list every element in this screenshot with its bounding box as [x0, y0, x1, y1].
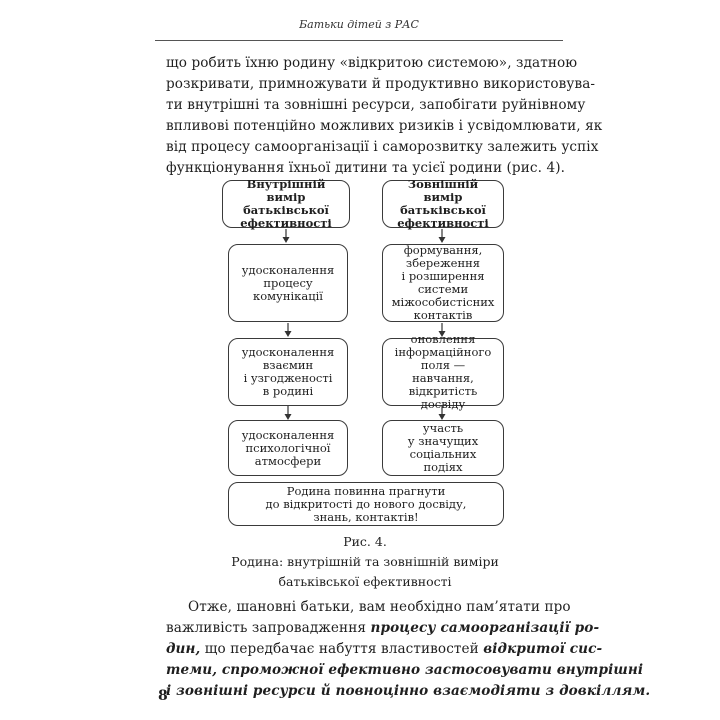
box-line: соціальних: [409, 447, 477, 461]
box-line: інформаційного: [394, 345, 492, 359]
box-line: удосконалення: [241, 345, 335, 359]
box-line: відкритість: [408, 384, 478, 398]
arrow-down-icon: [437, 406, 447, 420]
emphasis-text: відкритої сис-: [483, 641, 603, 657]
box-line: в родині: [262, 384, 314, 398]
box-line: формування,: [403, 243, 483, 257]
box-line: міжособистісних: [391, 295, 495, 309]
box-line: у значущих: [407, 434, 479, 448]
text-line: [166, 597, 571, 618]
arrow-down-icon: [283, 406, 293, 420]
figure-title-line: батьківської ефективності: [278, 574, 452, 589]
heading-line: Внутрішній вимір: [246, 177, 326, 204]
heading-line: батьківської: [400, 203, 486, 217]
text-line: впливові потенційно можливих ризиків і усвідомлювати, як: [166, 118, 603, 134]
box-line: удосконалення: [241, 427, 335, 442]
text-line: розкривати, примножувати й продуктивно використовува-: [166, 76, 596, 92]
box-line: участь: [422, 421, 464, 435]
box-line: взаємин: [262, 358, 314, 372]
box-line: знань, контактів!: [313, 509, 419, 524]
emphasis-text: дин,: [166, 641, 201, 657]
internal-box-communication: [228, 244, 348, 322]
text-run: Отже, шановні батьки, вам необхідно пам’ятати про: [188, 599, 571, 615]
running-header: Батьки дітей з РАС: [299, 18, 419, 31]
external-box-information: [382, 332, 504, 411]
heading-line: Зовнішній вимір: [407, 177, 479, 204]
box-line: досвіду: [420, 397, 466, 411]
text-line: ти внутрішні та зовнішні ресурси, запобігати руйнівному: [166, 97, 586, 113]
box-line: поля — навчання,: [412, 358, 474, 385]
paragraph-conclusion: [166, 597, 651, 702]
external-dimension-heading: [382, 177, 504, 230]
text-line: [166, 618, 600, 639]
internal-box-relationships: [228, 338, 348, 406]
text-line: і зовнішні ресурси й повноцінно взаємодіяти з довкіллям.: [166, 683, 651, 699]
text-line: [166, 639, 603, 660]
internal-dimension-heading: [222, 177, 350, 230]
box-line: процесу: [263, 275, 313, 290]
box-line: атмосфери: [254, 453, 322, 468]
internal-box-atmosphere: [228, 420, 348, 476]
emphasis-text: процесу самоорганізації ро-: [370, 620, 600, 636]
text-run: що передбачає набуття властивостей: [200, 641, 484, 657]
box-line: системи: [417, 282, 469, 296]
box-line: удосконалення: [241, 262, 335, 277]
header-rule: [155, 40, 563, 41]
box-line: контактів: [413, 308, 473, 322]
heading-line: ефективності: [240, 216, 332, 230]
text-line: теми, спроможної ефективно застосовувати внутрішні: [166, 662, 644, 678]
box-line: до відкритості до нового досвіду,: [265, 496, 467, 511]
text-line: функціонування їхньої дитини та усієї родини (рис. 4).: [166, 160, 566, 176]
text-run: важливість запровадження: [166, 620, 371, 636]
figure-caption: [200, 532, 530, 592]
box-line: оновлення: [410, 332, 476, 346]
box-line: подіях: [423, 460, 463, 474]
box-line: і узгодженості: [243, 371, 333, 385]
arrow-down-icon: [283, 323, 293, 337]
figure-title-line: Родина: внутрішній та зовнішній виміри: [231, 554, 499, 569]
text-line: що робить їхню родину «відкритою системою», здатною: [166, 55, 578, 71]
paragraph-intro: [166, 53, 603, 179]
external-box-events: [382, 420, 504, 476]
external-box-contacts: [382, 244, 504, 322]
heading-line: батьківської: [243, 203, 329, 217]
box-line: і розширення: [401, 269, 485, 283]
box-line: комунікації: [253, 288, 323, 303]
arrow-down-icon: [281, 229, 291, 243]
box-line: Родина повинна прагнути: [286, 483, 446, 498]
page-number: 8: [158, 688, 168, 704]
heading-line: ефективності: [397, 216, 489, 230]
text-line: від процесу самоорганізації і саморозвитку залежить успіх: [166, 139, 599, 155]
box-line: психологічної: [245, 440, 331, 455]
figure-label: Рис. 4.: [343, 534, 387, 549]
arrow-down-icon: [437, 229, 447, 243]
box-line: збереження: [405, 256, 481, 270]
conclusion-box: [228, 482, 504, 526]
